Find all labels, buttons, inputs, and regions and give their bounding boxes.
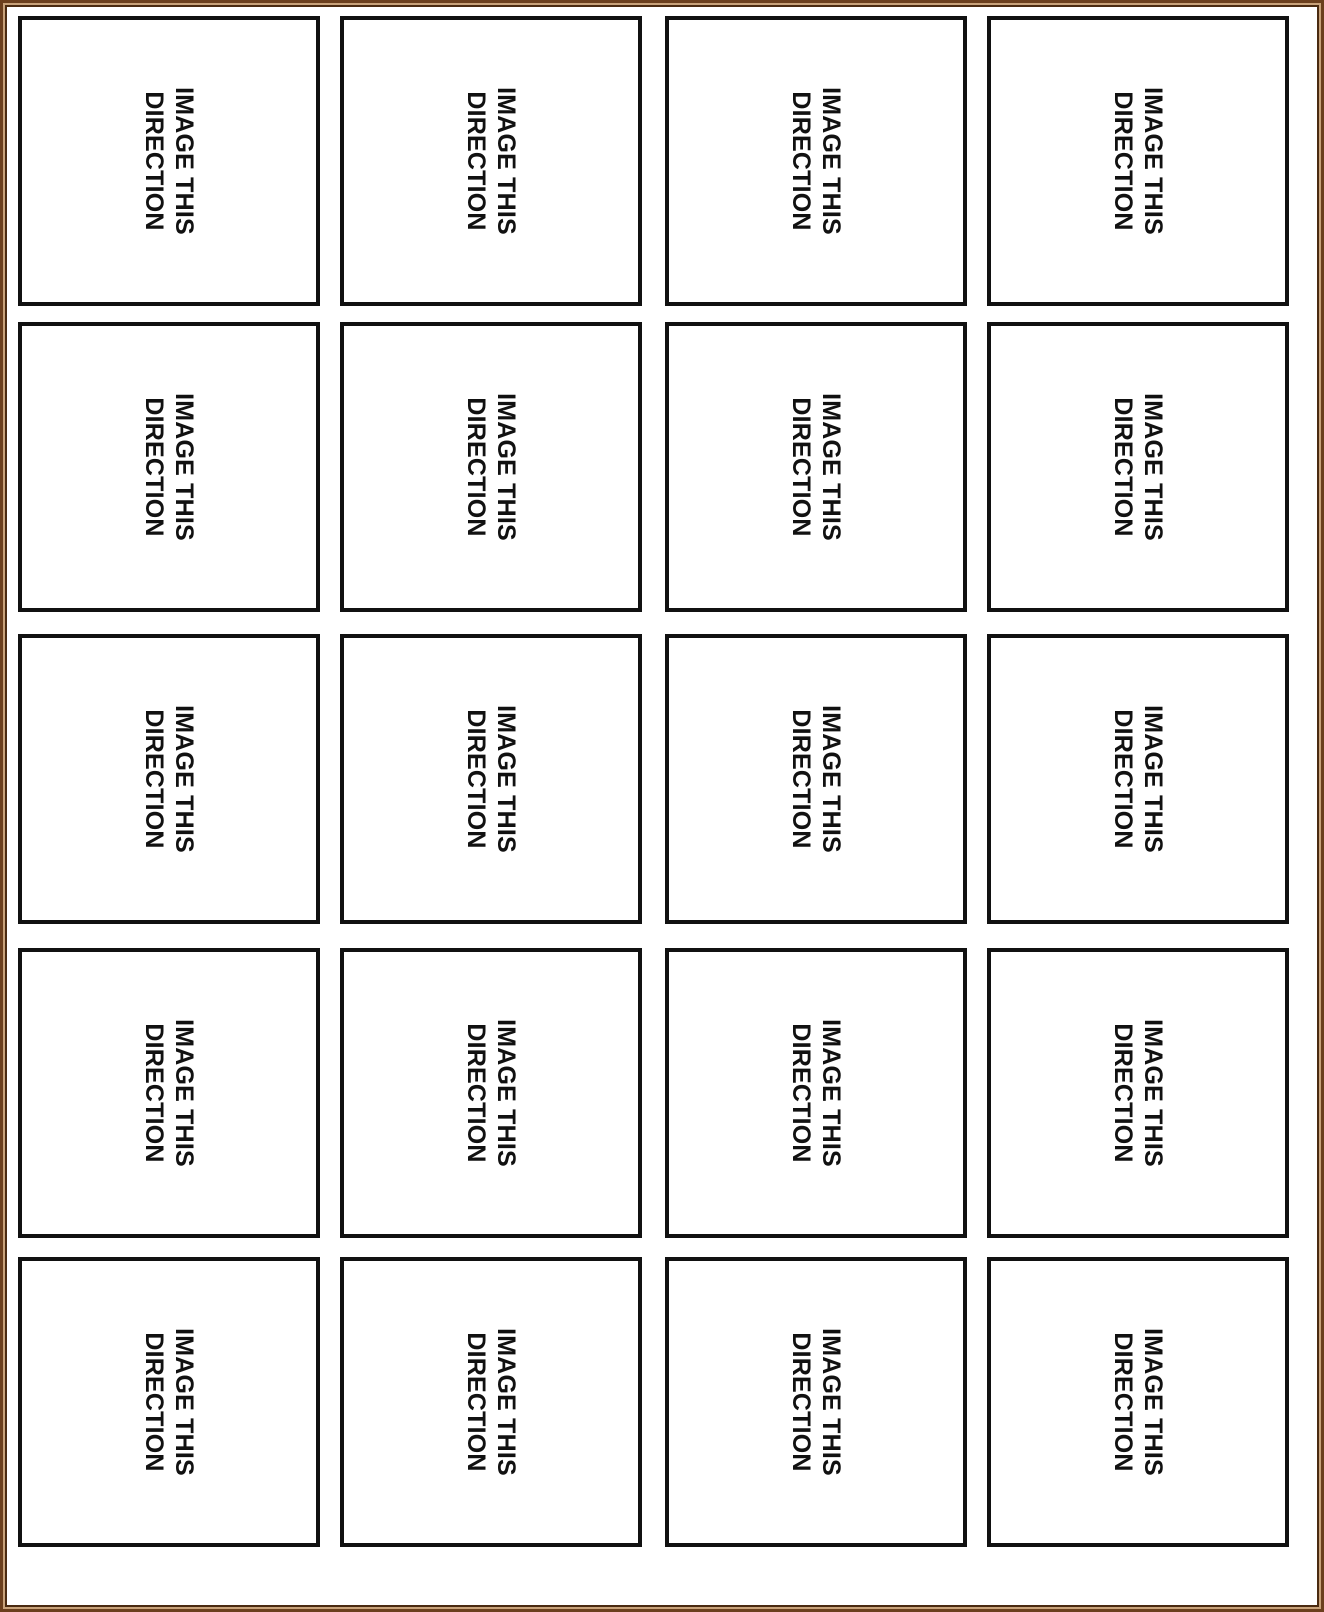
card-r3-c2 (340, 634, 642, 924)
card-label: IMAGE THIS DIRECTION (462, 393, 520, 541)
card-r2-c2 (340, 322, 642, 612)
card-label: IMAGE THIS DIRECTION (1109, 1328, 1167, 1476)
card-label: IMAGE THIS DIRECTION (140, 87, 198, 235)
card-r5-c2 (340, 1257, 642, 1547)
card-r4-c2 (340, 948, 642, 1238)
card-r1-c3 (665, 16, 967, 306)
card-label: IMAGE THIS DIRECTION (787, 705, 845, 853)
card-label: IMAGE THIS DIRECTION (462, 87, 520, 235)
card-label: IMAGE THIS DIRECTION (787, 1328, 845, 1476)
card-r5-c1 (18, 1257, 320, 1547)
card-r5-c4 (987, 1257, 1289, 1547)
card-label: IMAGE THIS DIRECTION (140, 705, 198, 853)
card-r2-c4 (987, 322, 1289, 612)
card-r4-c4 (987, 948, 1289, 1238)
card-label: IMAGE THIS DIRECTION (1109, 1019, 1167, 1167)
card-label: IMAGE THIS DIRECTION (462, 1019, 520, 1167)
card-label: IMAGE THIS DIRECTION (787, 87, 845, 235)
card-label: IMAGE THIS DIRECTION (140, 1019, 198, 1167)
card-label: IMAGE THIS DIRECTION (1109, 87, 1167, 235)
card-label: IMAGE THIS DIRECTION (462, 1328, 520, 1476)
card-r5-c3 (665, 1257, 967, 1547)
card-label: IMAGE THIS DIRECTION (462, 705, 520, 853)
card-r3-c3 (665, 634, 967, 924)
card-r4-c1 (18, 948, 320, 1238)
card-r4-c3 (665, 948, 967, 1238)
card-label: IMAGE THIS DIRECTION (787, 1019, 845, 1167)
card-r1-c1 (18, 16, 320, 306)
card-r3-c1 (18, 634, 320, 924)
card-r1-c2 (340, 16, 642, 306)
card-label: IMAGE THIS DIRECTION (140, 393, 198, 541)
card-r2-c3 (665, 322, 967, 612)
card-r1-c4 (987, 16, 1289, 306)
card-label: IMAGE THIS DIRECTION (787, 393, 845, 541)
card-r3-c4 (987, 634, 1289, 924)
card-label: IMAGE THIS DIRECTION (140, 1328, 198, 1476)
card-label: IMAGE THIS DIRECTION (1109, 705, 1167, 853)
card-r2-c1 (18, 322, 320, 612)
card-label: IMAGE THIS DIRECTION (1109, 393, 1167, 541)
